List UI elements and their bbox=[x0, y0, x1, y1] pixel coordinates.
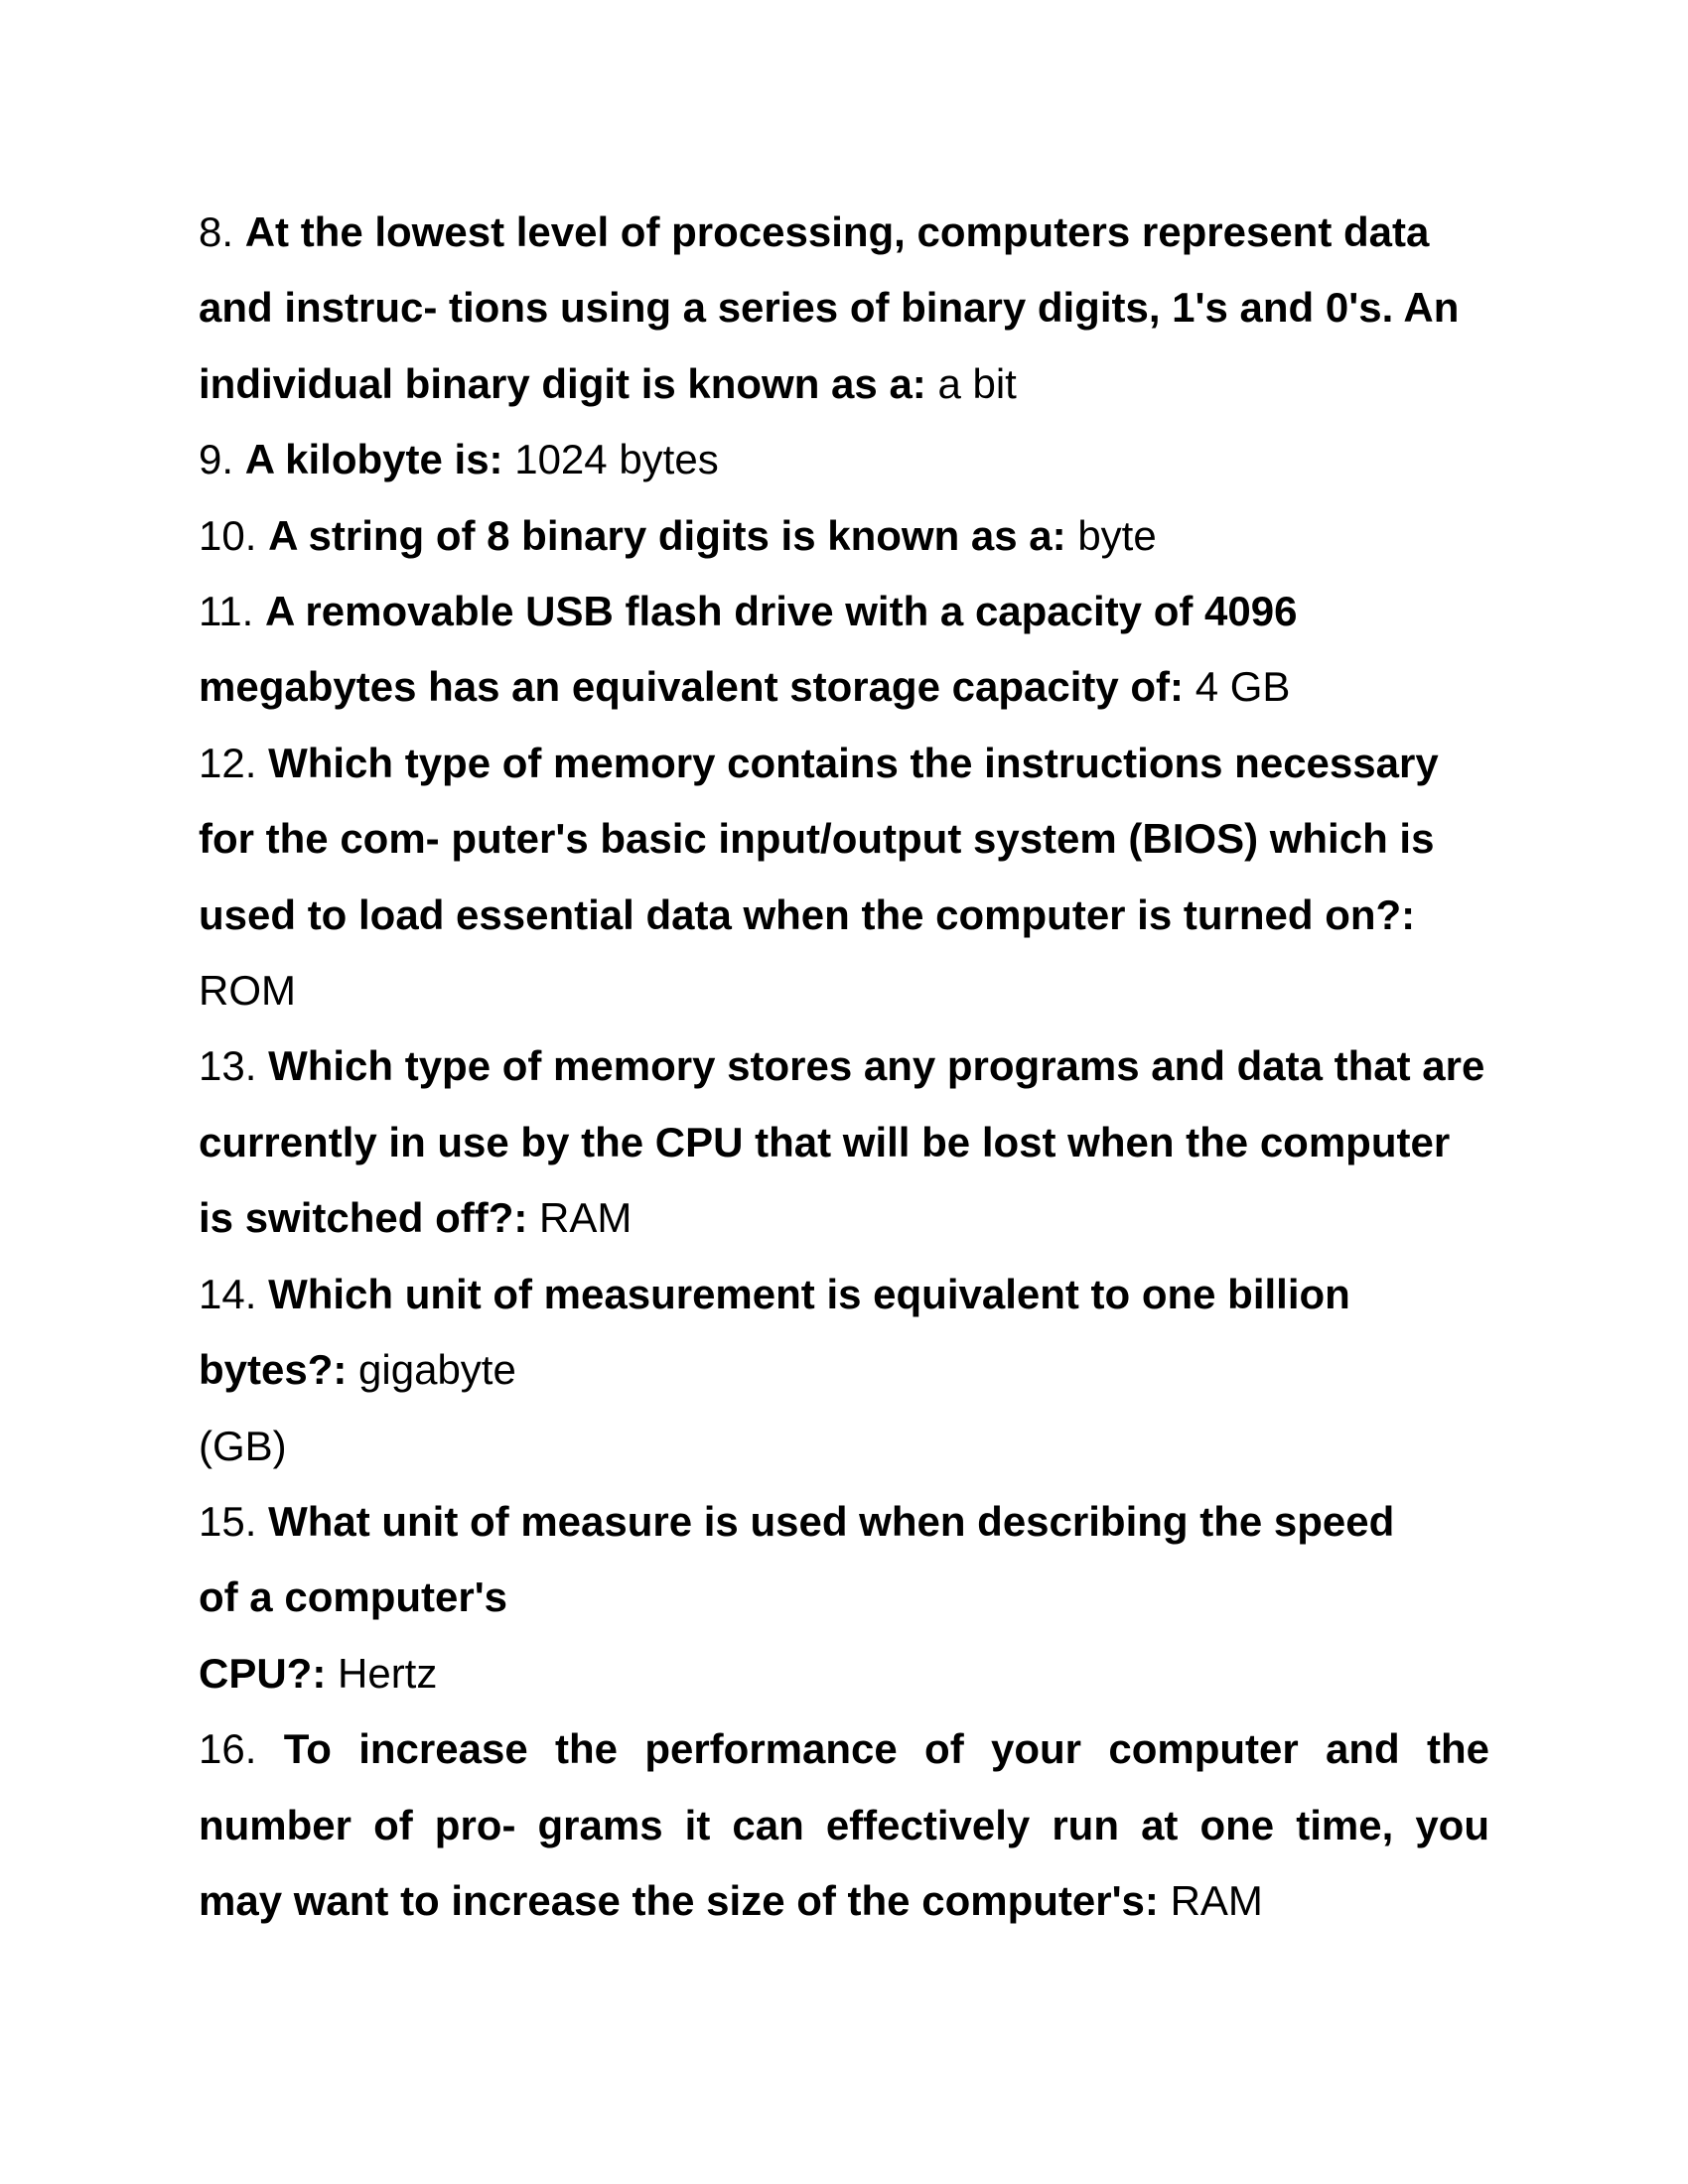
question-text: of a computer's bbox=[199, 1573, 508, 1621]
answer-text: Hertz bbox=[338, 1649, 438, 1697]
question-line bbox=[199, 1788, 1489, 1863]
question-number: 9. bbox=[199, 436, 234, 483]
question-text: What unit of measure is used when describing the speed bbox=[268, 1497, 1395, 1545]
answer-text: 1024 bytes bbox=[514, 436, 719, 483]
question-text: At the lowest level of processing, computers represent data and instruc- tions using a series of binary digits, 1's and 0's. An individual binary digit is known as a: bbox=[199, 208, 1460, 407]
question-number: 8. bbox=[199, 208, 234, 255]
answer-text: byte bbox=[1077, 511, 1157, 559]
question-text: number of pro- grams it can effectively run at one time, you bbox=[199, 1801, 1489, 1848]
question-12 bbox=[199, 726, 1489, 1029]
question-text: A removable USB flash drive with a capacity of 4096 megabytes has an equivalent storage capacity of: bbox=[199, 588, 1298, 711]
answer-line bbox=[199, 1409, 1489, 1484]
question-11 bbox=[199, 574, 1489, 726]
answer-text: a bit bbox=[937, 359, 1017, 407]
question-text: bytes?: bbox=[199, 1346, 348, 1394]
question-line bbox=[199, 1711, 1489, 1787]
answer-text: RAM bbox=[1170, 1876, 1263, 1924]
answer-text: 4 GB bbox=[1195, 663, 1291, 711]
document-page bbox=[199, 195, 1489, 1939]
answer-text: ROM bbox=[199, 967, 296, 1015]
question-number: 11. bbox=[199, 588, 254, 635]
question-9 bbox=[199, 422, 1489, 497]
question-15 bbox=[199, 1484, 1489, 1711]
question-number: 10. bbox=[199, 511, 257, 559]
question-line bbox=[199, 1484, 1489, 1560]
question-number: 14. bbox=[199, 1270, 257, 1317]
answer-text: RAM bbox=[539, 1194, 633, 1242]
question-text: A kilobyte is: bbox=[244, 436, 503, 483]
question-text: A string of 8 binary digits is known as a: bbox=[268, 511, 1066, 559]
question-text: To increase the performance of your computer and the bbox=[283, 1725, 1490, 1773]
question-10 bbox=[199, 498, 1489, 574]
question-8 bbox=[199, 195, 1489, 422]
question-line bbox=[199, 1560, 1489, 1635]
question-text: may want to increase the size of the computer's: bbox=[199, 1876, 1159, 1924]
question-line bbox=[199, 1332, 1489, 1408]
question-13 bbox=[199, 1028, 1489, 1256]
question-text: Which type of memory contains the instructions necessary for the com- puter's basic input/output system (BIOS) which is used to load essential data when the computer is turned on?: bbox=[199, 739, 1439, 938]
question-line bbox=[199, 1257, 1489, 1332]
question-14 bbox=[199, 1257, 1489, 1484]
answer-text: gigabyte bbox=[358, 1346, 516, 1394]
question-number: 16. bbox=[199, 1725, 257, 1773]
question-text: Which type of memory stores any programs and data that are currently in use by the CPU that will be lost when the computer is switched off?: bbox=[199, 1042, 1485, 1242]
question-line bbox=[199, 1636, 1489, 1711]
question-number: 15. bbox=[199, 1497, 257, 1545]
question-text: CPU?: bbox=[199, 1649, 327, 1697]
question-line bbox=[199, 1863, 1489, 1939]
answer-text: (GB) bbox=[199, 1422, 287, 1469]
question-16 bbox=[199, 1711, 1489, 1939]
question-number: 13. bbox=[199, 1042, 257, 1090]
question-number: 12. bbox=[199, 739, 257, 786]
question-text: Which unit of measurement is equivalent to one billion bbox=[268, 1270, 1350, 1317]
